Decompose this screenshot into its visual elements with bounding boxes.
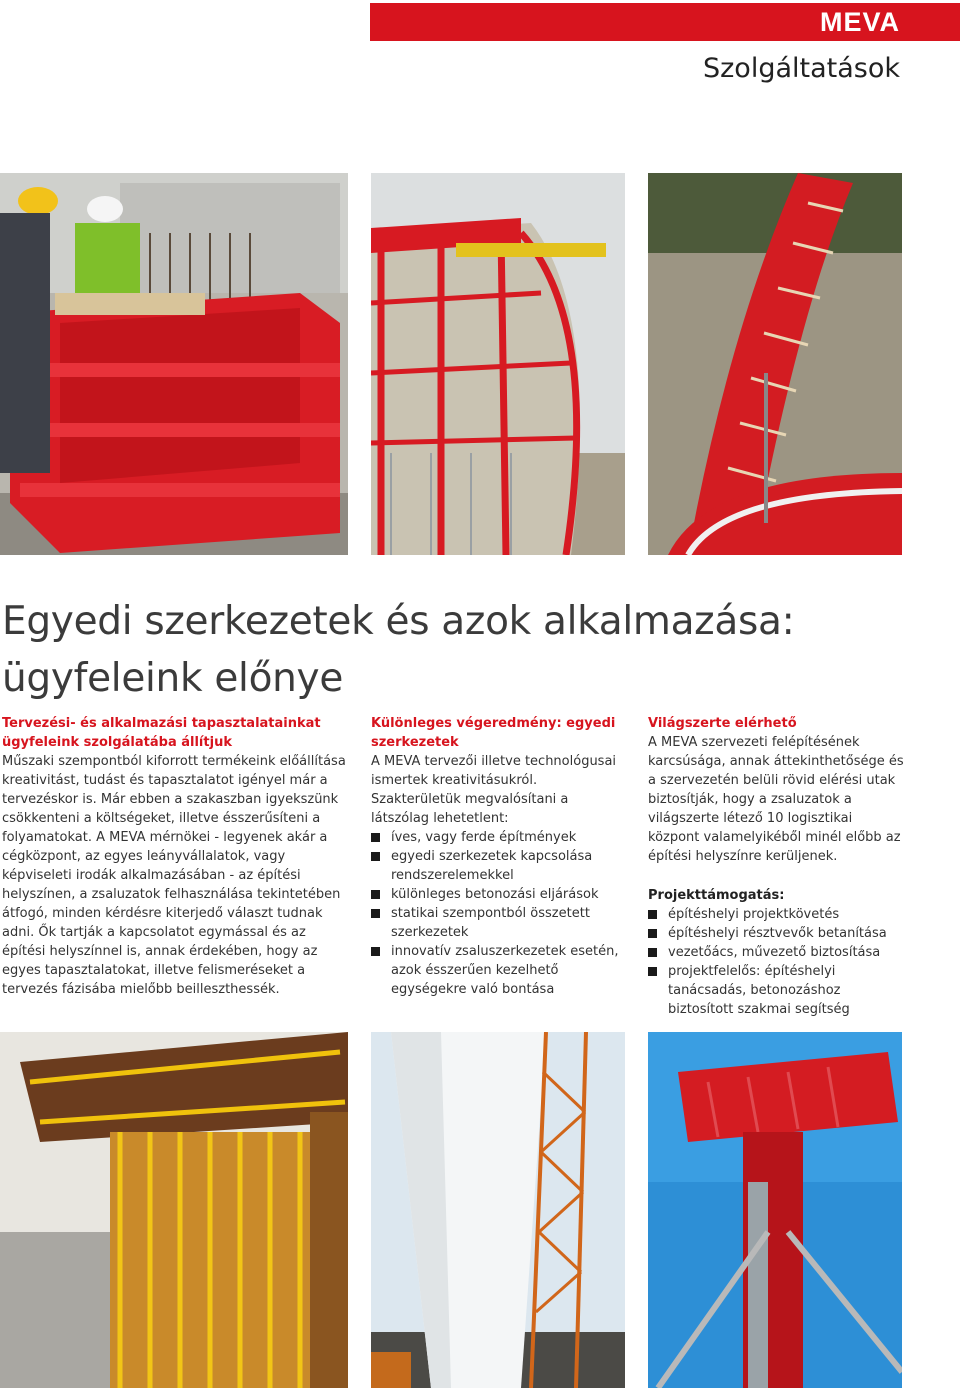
page-headline: [2, 593, 942, 707]
list-item: projektfelelős: építéshelyi tanácsadás, betonozáshoz biztosított szakmai segítség: [648, 962, 904, 1019]
brand-bar: [370, 3, 960, 41]
column-experience: [2, 714, 347, 999]
photo-column-head: [648, 1032, 902, 1388]
list-item: innovatív zsaluszerkezetek esetén, azok ésszerűen kezelhető egységekre való bontása: [371, 942, 627, 999]
section-title: Szolgáltatások: [702, 53, 900, 84]
photo-tall-pillar: [371, 1032, 625, 1388]
column-3-body: A MEVA szervezeti felépítésének karcsúsága, annak áttekinthetősége és a szervezetén belüli rövid elérési utak biztosítják, hogy a zsaluzatok a világszerte létező 10 logisztikai központ valamelyikéből minél előbb az építési helyszínre kerüljenek.: [648, 735, 904, 864]
list-item: különleges betonozási eljárások: [371, 885, 627, 904]
column-2-list: [371, 828, 627, 999]
photo-arch-formwork: [648, 173, 902, 555]
column-3-list: [648, 905, 904, 1019]
brand-logo: MEVA: [819, 7, 900, 37]
list-item: egyedi szerkezetek kapcsolása rendszerelemekkel: [371, 847, 627, 885]
column-2-heading: Különleges végeredmény: egyedi szerkezetek: [371, 716, 616, 750]
list-item: építéshelyi résztvevők betanítása: [648, 924, 904, 943]
column-3-heading-2: Projekttámogatás:: [648, 888, 785, 903]
photo-tower-platform: [0, 1032, 348, 1388]
column-1-body: Műszaki szempontból kiforrott termékeink előállítása kreativitást, tudást és tapasztalatot igényel már a tervezéskor is. Már ebben a szakaszban igyekszünk csökkenteni a költségeket, illetve ésszerűsíteni a folyamatokat. A MEVA mérnökei - legyenek akár a cégközpont, az egyes leányvállalatok, vagy képviseleti irodák alkalmazásában - az építési helyszínen, a zsaluzatok felhasználása tekintetében átfogó, minden kérdésre kiterjedő választ tudnak adni. Ők tartják a kapcsolatot egymással és az építési helyszínnel is, annak érdekében, hogy az egyes tapasztalatokat, illetve felismeréseket a tervezés fázisába mielőbb beilleszthessék.: [2, 754, 346, 997]
list-item: vezetőács, művezető biztosítása: [648, 943, 904, 962]
headline-line-1: Egyedi szerkezetek és azok alkalmazása:: [2, 599, 795, 644]
column-1-heading: Tervezési- és alkalmazási tapasztalatainkat ügyfeleink szolgálatába állítjuk: [2, 716, 321, 750]
column-2-intro: A MEVA tervezői illetve technológusai ismertek kreativitásukról. Szakterületük megvalósítani a látszólag lehetetlent:: [371, 754, 617, 826]
list-item: íves, vagy ferde építmények: [371, 828, 627, 847]
column-custom-structures: [371, 714, 627, 999]
list-item: építéshelyi projektkövetés: [648, 905, 904, 924]
photo-formwork-box: [0, 173, 348, 555]
list-item: statikai szempontból összetett szerkezetek: [371, 904, 627, 942]
column-worldwide: [648, 714, 904, 1019]
column-3-heading: Világszerte elérhető: [648, 716, 797, 731]
headline-line-2: ügyfeleink előnye: [2, 656, 344, 701]
photo-curved-formwork: [371, 173, 625, 555]
